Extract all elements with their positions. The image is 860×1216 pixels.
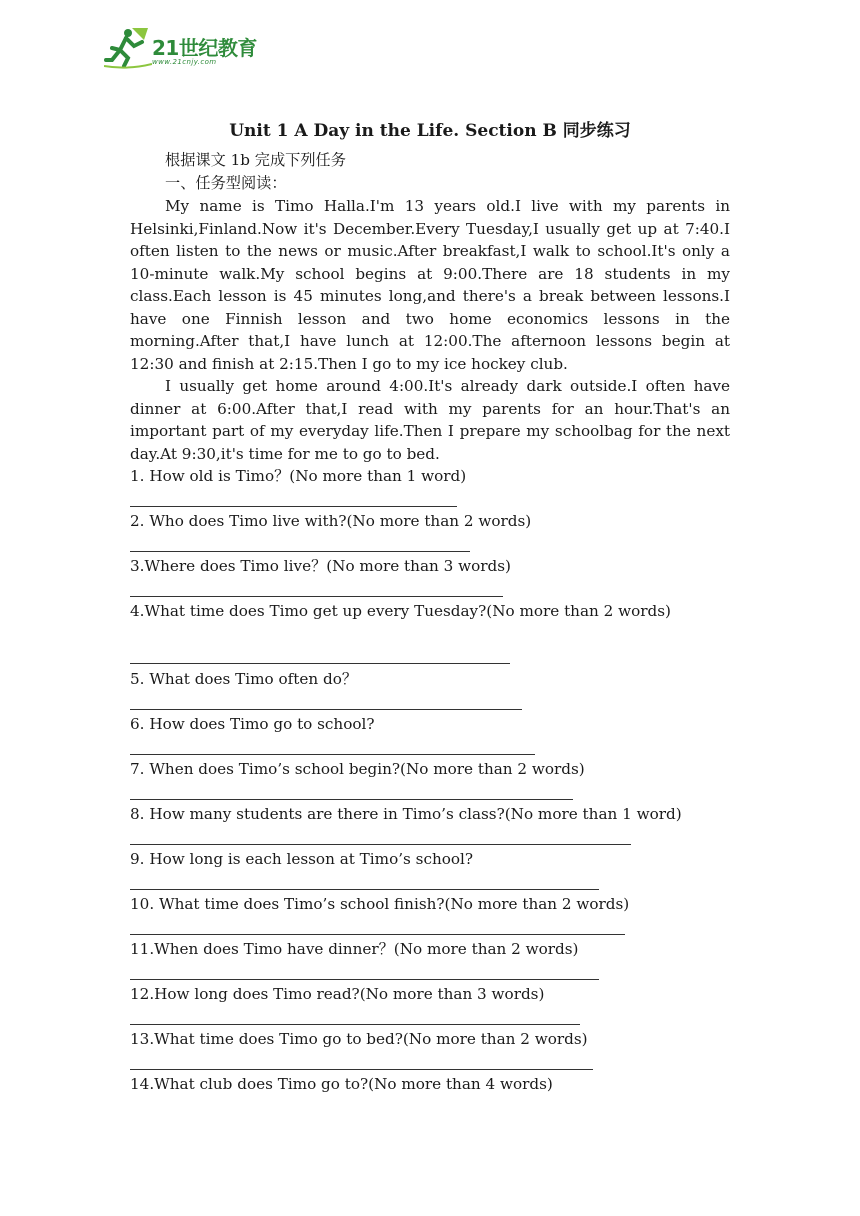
question-11: 11.When does Timo have dinner？(No more than 2 words) xyxy=(130,940,579,958)
section-heading: 一、任务型阅读： xyxy=(165,174,287,192)
answer-line-3[interactable] xyxy=(130,596,503,597)
answer-line-5[interactable] xyxy=(130,709,522,710)
question-2: 2. Who does Timo live with?(No more than 2 words) xyxy=(130,512,532,530)
answer-line-4[interactable] xyxy=(130,663,510,664)
question-8: 8. How many students are there in Timo’s class?(No more than 1 word) xyxy=(130,805,682,823)
answer-line-7[interactable] xyxy=(130,799,573,800)
passage-paragraph-1: My name is Timo Halla.I'm 13 years old.I live with my parents in Helsinki,Finland.Now it's December.Every Tuesday,I usually get up at 7:40.I often listen to the news or music.After breakfast,I walk to school.It's only a 10-minute walk.My school begins at 9:00.There are 18 students in my class.Each lesson is 45 minutes long,and there's a break between lessons.I have one Finnish lesson and two home economics lessons in the morning.After that,I have lunch at 12:00.The afternoon lessons begin at 12:30 and finish at 2:15.Then I go to my ice hockey club. xyxy=(130,197,730,373)
logo-url: www.21cnjy.com xyxy=(152,58,217,66)
answer-line-12[interactable] xyxy=(130,1024,580,1025)
answer-line-10[interactable] xyxy=(130,934,625,935)
question-5: 5. What does Timo often do？ xyxy=(130,670,358,688)
question-6: 6. How does Timo go to school? xyxy=(130,715,375,733)
question-10: 10. What time does Timo’s school finish?(No more than 2 words) xyxy=(130,895,630,913)
page-title: Unit 1 A Day in the Life. Section B 同步练习 xyxy=(229,121,631,141)
question-12: 12.How long does Timo read?(No more than 3 words) xyxy=(130,985,545,1003)
question-9: 9. How long is each lesson at Timo’s school? xyxy=(130,850,474,868)
question-13: 13.What time does Timo go to bed?(No more than 2 words) xyxy=(130,1030,588,1048)
answer-line-9[interactable] xyxy=(130,889,599,890)
running-figure-icon xyxy=(104,26,152,70)
question-14: 14.What club does Timo go to?(No more than 4 words) xyxy=(130,1075,553,1093)
logo-name: 21世纪教育 xyxy=(152,36,257,60)
passage-paragraph-2: I usually get home around 4:00.It's already dark outside.I often have dinner at 6:00.After that,I read with my parents for an hour.That's an important part of my everyday life.Then I prepare my schoolbag for the next day.At 9:30,it's time for me to go to bed. xyxy=(130,377,730,463)
question-7: 7. When does Timo’s school begin?(No more than 2 words) xyxy=(130,760,585,778)
question-4: 4.What time does Timo get up every Tuesday?(No more than 2 words) xyxy=(130,602,671,620)
answer-line-13[interactable] xyxy=(130,1069,593,1070)
question-3: 3.Where does Timo live？(No more than 3 words) xyxy=(130,557,511,575)
site-logo xyxy=(104,26,274,72)
question-1: 1. How old is Timo？(No more than 1 word) xyxy=(130,467,467,485)
answer-line-6[interactable] xyxy=(130,754,535,755)
instruction: 根据课文 1b 完成下列任务 xyxy=(165,151,346,169)
answer-line-8[interactable] xyxy=(130,844,631,845)
answer-line-1[interactable] xyxy=(130,506,457,507)
answer-line-11[interactable] xyxy=(130,979,599,980)
answer-line-2[interactable] xyxy=(130,551,470,552)
